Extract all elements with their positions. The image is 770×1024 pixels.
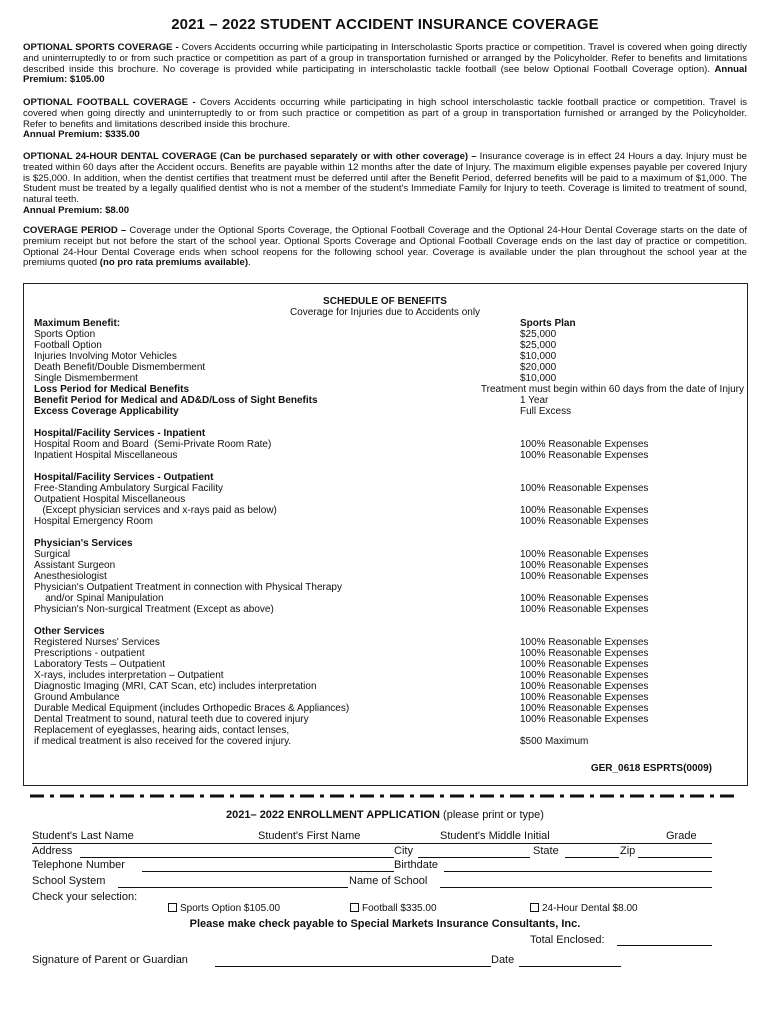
schedule-row xyxy=(34,549,744,560)
benefit-value: $25,000 xyxy=(520,340,557,351)
coverage-period-heading: COVERAGE PERIOD – xyxy=(23,225,127,236)
football-coverage-paragraph xyxy=(23,98,747,141)
schedule-row xyxy=(34,582,744,593)
benefit-label: Physician's Services xyxy=(34,538,133,549)
benefit-label: if medical treatment is also received for the covered injury. xyxy=(34,736,292,747)
sports-coverage-paragraph xyxy=(23,43,747,86)
state-label: State xyxy=(533,845,559,857)
address-label: Address xyxy=(32,845,73,857)
no-pro-rata-note: (no pro rata premiums available) xyxy=(99,257,249,269)
coverage-period-paragraph xyxy=(23,226,747,269)
benefit-value: 100% Reasonable Expenses xyxy=(520,670,649,681)
schedule-row xyxy=(34,703,744,714)
schedule-row xyxy=(34,505,744,516)
date-label: Date xyxy=(491,954,515,966)
benefit-label: Hospital/Facility Services - Outpatient xyxy=(34,472,214,483)
benefit-value: Sports Plan xyxy=(520,318,576,329)
benefit-label: Ground Ambulance xyxy=(34,692,120,703)
city-field[interactable] xyxy=(418,857,530,858)
school-system-field[interactable] xyxy=(118,887,348,888)
benefit-label: Registered Nurses' Services xyxy=(34,637,160,648)
telephone-field[interactable] xyxy=(142,871,394,872)
enrollment-title-note: (please print or type) xyxy=(440,809,544,821)
dental-coverage-paragraph xyxy=(23,152,747,217)
benefit-value: 100% Reasonable Expenses xyxy=(520,604,649,615)
schedule-row xyxy=(34,571,744,582)
schedule-row xyxy=(34,736,744,747)
benefit-value: 100% Reasonable Expenses xyxy=(520,483,649,494)
benefit-value: 100% Reasonable Expenses xyxy=(520,681,649,692)
benefit-label: X-rays, includes interpretation – Outpatient xyxy=(34,670,224,681)
benefit-label: Loss Period for Medical Benefits xyxy=(34,384,190,395)
physician-section-heading xyxy=(34,538,744,549)
benefit-value: 100% Reasonable Expenses xyxy=(520,637,649,648)
schedule-row xyxy=(34,516,744,527)
check-selection-label: Check your selection: xyxy=(32,891,138,903)
dental-option-checkbox[interactable] xyxy=(530,903,638,914)
checkbox-icon xyxy=(168,903,177,912)
schedule-row xyxy=(34,604,744,615)
schedule-row xyxy=(34,670,744,681)
enrollment-title xyxy=(0,809,770,821)
benefit-value: Treatment must begin within 60 days from the date of Injury xyxy=(480,384,744,395)
benefit-label: Prescriptions - outpatient xyxy=(34,648,145,659)
sports-option-checkbox[interactable] xyxy=(168,903,280,914)
cut-line xyxy=(30,794,740,798)
benefit-label: Sports Option xyxy=(34,329,96,340)
benefit-value: 100% Reasonable Expenses xyxy=(520,714,649,725)
excess-coverage-row xyxy=(34,406,744,417)
total-enclosed-label: Total Enclosed: xyxy=(530,934,605,946)
middle-initial-label: Student's Middle Initial xyxy=(440,830,550,842)
outpatient-section-heading xyxy=(34,472,744,483)
grade-label: Grade xyxy=(666,830,697,842)
schedule-row xyxy=(34,648,744,659)
benefit-label: Durable Medical Equipment (includes Orthopedic Braces & Appliances) xyxy=(34,703,350,714)
birthdate-field[interactable] xyxy=(444,871,712,872)
football-premium: Annual Premium: $335.00 xyxy=(23,129,140,141)
benefit-value: 100% Reasonable Expenses xyxy=(520,516,649,527)
benefit-value: $500 Maximum xyxy=(520,736,589,747)
school-name-label: Name of School xyxy=(349,875,428,887)
benefit-value: 100% Reasonable Expenses xyxy=(520,659,649,670)
benefit-label: Surgical xyxy=(34,549,71,560)
inpatient-section-heading xyxy=(34,428,744,439)
benefit-label: Outpatient Hospital Miscellaneous xyxy=(34,494,186,505)
schedule-row xyxy=(34,560,744,571)
date-field[interactable] xyxy=(519,966,621,967)
benefit-value: 100% Reasonable Expenses xyxy=(520,560,649,571)
benefit-label: Anesthesiologist xyxy=(34,571,107,582)
benefit-label: Physician's Non-surgical Treatment (Except as above) xyxy=(34,604,274,615)
coverage-period-text: Coverage under the Optional Sports Coverage, the Optional Football Coverage and the Optional 24-Hour Dental Coverage starts on the date of premium receipt but not before the start of the school year. Optional Sports Coverage and Optional Football Coverage ends on the last day of practice or competition. Optional 24-Hour Dental Coverage ends when school reopens for the following school year. Coverage is available under the plan throughout the school year at the premiums quoted xyxy=(23,225,747,269)
benefit-label: Other Services xyxy=(34,626,105,637)
schedule-row xyxy=(34,593,744,604)
benefit-value: 1 Year xyxy=(520,395,549,406)
benefit-value: $25,000 xyxy=(520,329,557,340)
city-label: City xyxy=(394,845,413,857)
benefit-label: Hospital/Facility Services - Inpatient xyxy=(34,428,206,439)
benefit-value: 100% Reasonable Expenses xyxy=(520,593,649,604)
period-end: . xyxy=(248,257,251,269)
benefit-value: $20,000 xyxy=(520,362,557,373)
schedule-row xyxy=(34,659,744,670)
last-name-label: Student's Last Name xyxy=(32,830,134,842)
benefit-period-row xyxy=(34,395,744,406)
benefit-value: 100% Reasonable Expenses xyxy=(520,571,649,582)
football-option-checkbox[interactable] xyxy=(350,903,437,914)
benefit-label: Assistant Surgeon xyxy=(34,560,116,571)
dental-premium: Annual Premium: $8.00 xyxy=(23,204,130,216)
schedule-row xyxy=(34,637,744,648)
benefit-value: 100% Reasonable Expenses xyxy=(520,439,649,450)
school-name-field[interactable] xyxy=(440,887,712,888)
benefit-label: Physician's Outpatient Treatment in connection with Physical Therapy xyxy=(34,582,342,593)
benefit-value: 100% Reasonable Expenses xyxy=(520,703,649,714)
schedule-row xyxy=(34,681,744,692)
benefit-label: Diagnostic Imaging (MRI, CAT Scan, etc) includes interpretation xyxy=(34,681,317,692)
benefit-label: Free-Standing Ambulatory Surgical Facility xyxy=(34,483,223,494)
benefit-label: Dental Treatment to sound, natural teeth due to covered injury xyxy=(34,714,309,725)
schedule-row xyxy=(34,329,744,340)
other-services-heading xyxy=(34,626,744,637)
benefit-value: 100% Reasonable Expenses xyxy=(520,450,649,461)
maximum-benefit-header xyxy=(34,318,744,329)
checkbox-icon xyxy=(530,903,539,912)
football-coverage-text: Covers Accidents occurring while participating in high school interscholastic tackle football practice or competition. Travel is covered when going directly and uninterruptedly to or from such practice or competition as part of a group in transportation furnished or arranged by the Policyholder. Refer to benefits and limitations described inside this brochure. xyxy=(23,97,747,130)
schedule-title: SCHEDULE OF BENEFITS xyxy=(323,296,447,307)
benefit-label: Excess Coverage Applicability xyxy=(34,406,179,417)
dental-option-label: 24-Hour Dental $8.00 xyxy=(542,903,638,914)
signature-label: Signature of Parent or Guardian xyxy=(32,954,188,966)
benefit-label: Injuries Involving Motor Vehicles xyxy=(34,351,177,362)
schedule-row xyxy=(34,450,744,461)
signature-field[interactable] xyxy=(215,966,491,967)
benefit-label: (Except physician services and x-rays paid as below) xyxy=(34,505,277,516)
sports-premium: Annual Premium: $105.00 xyxy=(23,63,747,86)
benefit-value: $10,000 xyxy=(520,373,557,384)
schedule-row xyxy=(34,714,744,725)
sports-coverage-heading: OPTIONAL SPORTS COVERAGE - xyxy=(23,42,179,53)
school-system-label: School System xyxy=(32,875,106,887)
sports-coverage-text: Covers Accidents occurring while participating in Interscholastic Sports practice or competition. Travel is covered when going directly and uninterruptedly to or from such practice or competition as part of a group in transportation furnished or arranged by the Policyholder. Refer to benefits and limitations described inside this brochure. No coverage is provided while participating in interscholastic tackle football (see below Optional Football Coverage option). xyxy=(23,42,747,75)
schedule-subtitle: Coverage for Injuries due to Accidents only xyxy=(289,307,481,318)
schedule-row xyxy=(34,373,744,384)
checkbox-icon xyxy=(350,903,359,912)
benefit-value: Full Excess xyxy=(520,406,572,417)
zip-label: Zip xyxy=(620,845,636,857)
schedule-row xyxy=(34,692,744,703)
benefit-label: Replacement of eyeglasses, hearing aids, contact lenses, xyxy=(34,725,290,736)
zip-field[interactable] xyxy=(638,857,712,858)
benefit-value: 100% Reasonable Expenses xyxy=(520,505,649,516)
benefit-value: $10,000 xyxy=(520,351,557,362)
schedule-row xyxy=(34,483,744,494)
benefit-value: 100% Reasonable Expenses xyxy=(520,549,649,560)
page-title: 2021 – 2022 STUDENT ACCIDENT INSURANCE COVERAGE xyxy=(171,16,599,33)
dental-coverage-text: Insurance coverage is in effect 24 Hours a day. Injury must be treated within 60 days after the Accident occurs. Benefits are payable within 12 months after the date of Injury. The maximum eligible expenses payable per covered Injury is $25,000. In addition, when the dentist certifies that treatment must be deferred until after the Benefit Period, deferred benefits will be paid to a maximum of $1,000. The Student must be treated by a legally qualified dentist who is not a member of the student's Immediate Family for Injury to teeth. Coverage is limited to treatment of sound, natural teeth. xyxy=(23,151,747,206)
form-code: GER_0618 ESPRTS(0009) xyxy=(590,763,712,774)
benefit-label: Laboratory Tests – Outpatient xyxy=(34,659,166,670)
schedule-row xyxy=(34,340,744,351)
football-option-label: Football $335.00 xyxy=(362,903,437,914)
benefit-label: Inpatient Hospital Miscellaneous xyxy=(34,450,178,461)
benefit-label: Football Option xyxy=(34,340,102,351)
benefit-label: Maximum Benefit: xyxy=(34,318,121,329)
benefit-value: 100% Reasonable Expenses xyxy=(520,648,649,659)
schedule-row xyxy=(34,351,744,362)
benefit-label: and/or Spinal Manipulation xyxy=(34,593,164,604)
dental-coverage-heading: OPTIONAL 24-HOUR DENTAL COVERAGE (Can be purchased separately or with other coverage) – xyxy=(23,151,477,162)
first-name-label: Student's First Name xyxy=(258,830,361,842)
football-coverage-heading: OPTIONAL FOOTBALL COVERAGE - xyxy=(23,97,196,108)
name-field[interactable] xyxy=(32,843,712,844)
benefit-label: Single Dismemberment xyxy=(34,373,138,384)
enrollment-title-bold: 2021– 2022 ENROLLMENT APPLICATION xyxy=(226,809,440,821)
schedule-row xyxy=(34,725,744,736)
sports-option-label: Sports Option $105.00 xyxy=(180,903,281,914)
benefit-label: Death Benefit/Double Dismemberment xyxy=(34,362,206,373)
address-field[interactable] xyxy=(80,857,394,858)
benefit-value: 100% Reasonable Expenses xyxy=(520,692,649,703)
birthdate-label: Birthdate xyxy=(394,859,439,871)
schedule-row xyxy=(34,439,744,450)
total-enclosed-field[interactable] xyxy=(617,945,712,946)
benefit-label: Hospital Room and Board (Semi-Private Room Rate) xyxy=(34,439,272,450)
loss-period-row xyxy=(34,384,744,395)
schedule-row xyxy=(34,494,744,505)
payable-note: Please make check payable to Special Markets Insurance Consultants, Inc. xyxy=(189,918,581,930)
benefit-label: Benefit Period for Medical and AD&D/Loss of Sight Benefits xyxy=(34,395,318,406)
state-field[interactable] xyxy=(565,857,619,858)
telephone-label: Telephone Number xyxy=(32,859,125,871)
benefit-label: Hospital Emergency Room xyxy=(34,516,153,527)
schedule-row xyxy=(34,362,744,373)
